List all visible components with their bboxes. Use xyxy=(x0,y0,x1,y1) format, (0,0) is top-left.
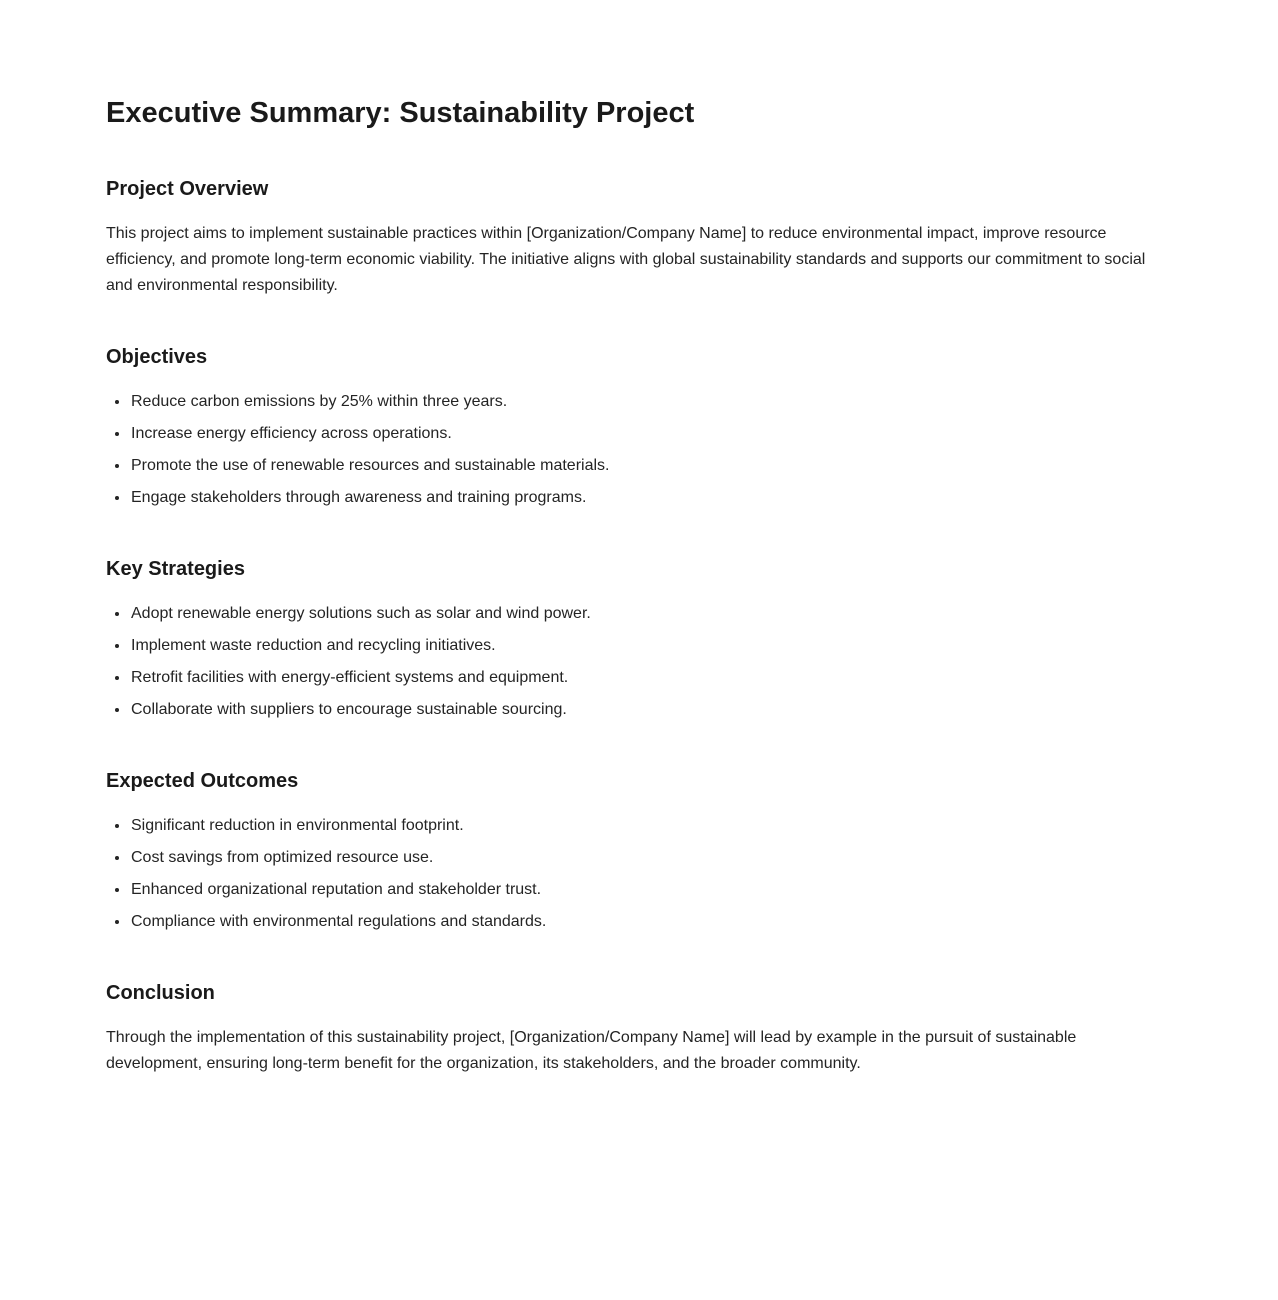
expected-outcomes-list xyxy=(106,813,1158,935)
section-conclusion xyxy=(106,981,1158,1077)
objectives-list xyxy=(106,389,1158,511)
document-title: Executive Summary: Sustainability Project xyxy=(106,97,695,129)
section-heading-conclusion: Conclusion xyxy=(106,982,215,1004)
section-objectives xyxy=(106,345,1158,511)
list-item: • Reduce carbon emissions by 25% within three years. xyxy=(130,389,1158,415)
list-item: • Compliance with environmental regulations and standards. xyxy=(130,909,1158,935)
section-heading-key-strategies: Key Strategies xyxy=(106,558,245,580)
key-strategies-list xyxy=(106,601,1158,723)
list-item: • Retrofit facilities with energy-efficient systems and equipment. xyxy=(130,665,1158,691)
section-project-overview xyxy=(106,177,1158,299)
list-item: • Cost savings from optimized resource use. xyxy=(130,845,1158,871)
list-item: • Promote the use of renewable resources and sustainable materials. xyxy=(130,453,1158,479)
list-item: • Collaborate with suppliers to encourage sustainable sourcing. xyxy=(130,697,1158,723)
list-item: • Increase energy efficiency across operations. xyxy=(130,421,1158,447)
list-item: • Adopt renewable energy solutions such as solar and wind power. xyxy=(130,601,1158,627)
section-heading-project-overview: Project Overview xyxy=(106,178,269,200)
conclusion-paragraph: Through the implementation of this sustainability project, [Organization/Company Name] will lead by example in the pursuit of sustainable development, ensuring long-term benefit for the organization, its stakeholders, and the broader community. xyxy=(106,1029,1077,1072)
section-key-strategies xyxy=(106,557,1158,723)
section-heading-expected-outcomes: Expected Outcomes xyxy=(106,770,299,792)
list-item: • Enhanced organizational reputation and stakeholder trust. xyxy=(130,877,1158,903)
list-item: • Engage stakeholders through awareness and training programs. xyxy=(130,485,1158,511)
section-expected-outcomes xyxy=(106,769,1158,935)
project-overview-paragraph: This project aims to implement sustainable practices within [Organization/Company Name] to reduce environmental impact, improve resource efficiency, and promote long-term economic viability. The initiative aligns with global sustainability standards and supports our commitment to social and environmental responsibility. xyxy=(106,225,1146,294)
list-item: • Implement waste reduction and recycling initiatives. xyxy=(130,633,1158,659)
list-item: • Significant reduction in environmental footprint. xyxy=(130,813,1158,839)
section-heading-objectives: Objectives xyxy=(106,346,208,368)
